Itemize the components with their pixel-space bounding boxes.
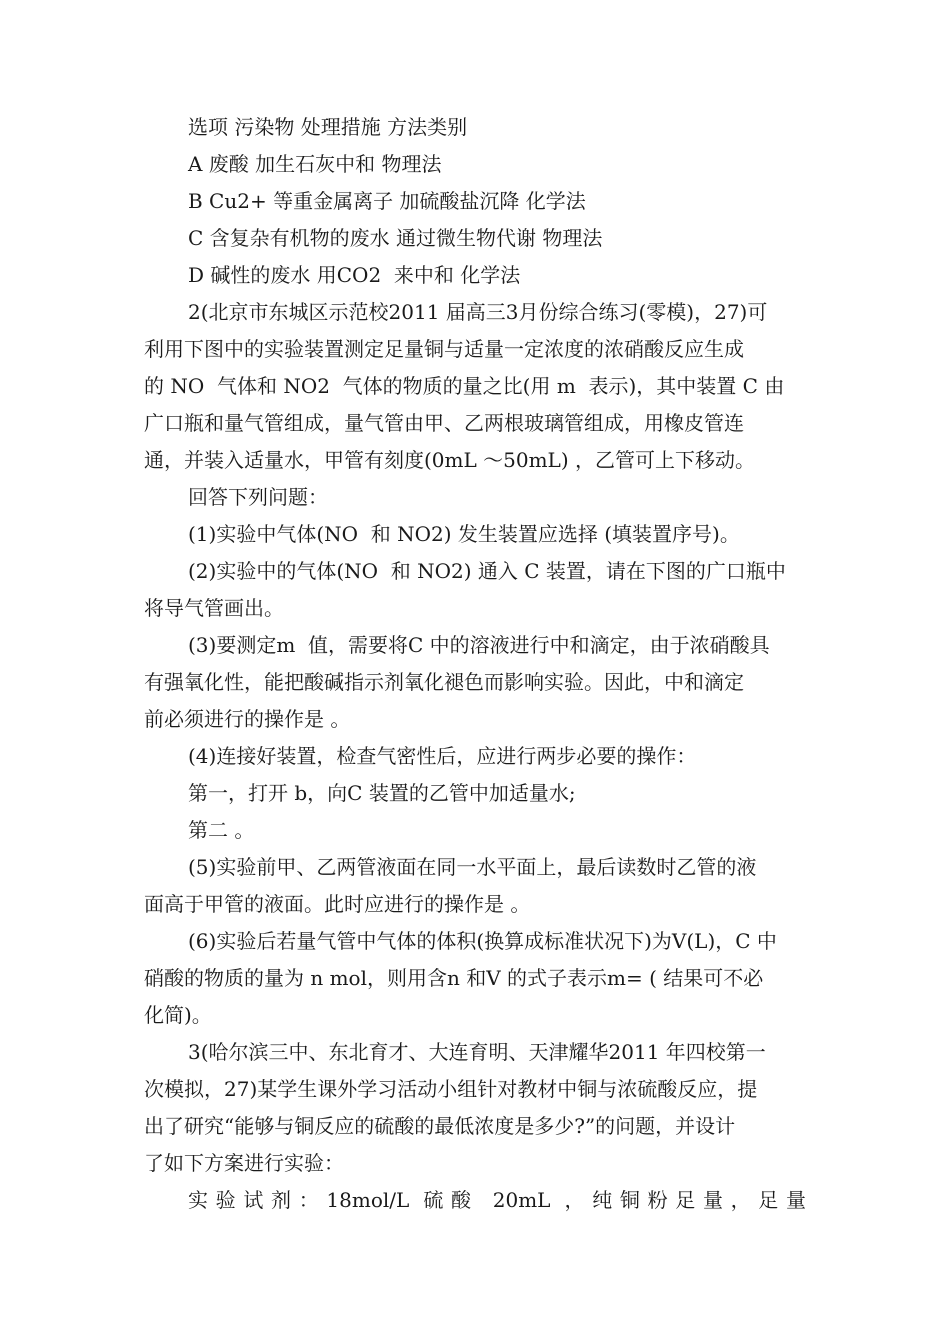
- question-3-line: 出了研究“能够与铜反应的硫酸的最低浓度是多少?”的问题，并设计: [144, 1114, 736, 1138]
- question-2-line: 通，并装入适量水，甲管有刻度(0mL ～50mL) ，乙管可上下移动。: [144, 448, 755, 472]
- question-3-line: 3(哈尔滨三中、东北育才、大连育明、天津耀华2011 年四校第一: [188, 1040, 766, 1064]
- option-d-line: D 碱性的废水 用CO2 来中和 化学法: [188, 263, 521, 287]
- reagents-line: 实验试剂：18mol/L 硫酸 20mL ，纯铜粉足量，足量: [188, 1188, 806, 1212]
- sub-question-4-line: (4)连接好装置，检查气密性后，应进行两步必要的操作：: [188, 744, 697, 768]
- question-2-line: 广口瓶和量气管组成，量气管由甲、乙两根玻璃管组成，用橡皮管连: [144, 411, 744, 435]
- question-3-line: 了如下方案进行实验：: [144, 1151, 344, 1175]
- sub-question-4-line: 第一，打开 b，向C 装置的乙管中加适量水;: [188, 781, 576, 805]
- sub-question-1-line: (1)实验中气体(NO 和 NO2) 发生装置应选择 (填装置序号)。: [188, 522, 740, 546]
- table-header-line: 选项 污染物 处理措施 方法类别: [188, 115, 468, 139]
- sub-question-5-line: (5)实验前甲、乙两管液面在同一水平面上，最后读数时乙管的液: [188, 855, 757, 879]
- sub-question-4-line: 第二 。: [188, 818, 255, 842]
- sub-question-5-line: 面高于甲管的液面。此时应进行的操作是 。: [144, 892, 531, 916]
- sub-question-3-line: 有强氧化性，能把酸碱指示剂氧化褪色而影响实验。因此，中和滴定: [144, 670, 744, 694]
- sub-question-3-line: (3)要测定m 值，需要将C 中的溶液进行中和滴定，由于浓硝酸具: [188, 633, 770, 657]
- question-3-line: 次模拟，27)某学生课外学习活动小组针对教材中铜与浓硫酸反应，提: [144, 1077, 758, 1101]
- question-2-line: 利用下图中的实验装置测定足量铜与适量一定浓度的浓硝酸反应生成: [144, 337, 744, 361]
- sub-question-2-line: 将导气管画出。: [144, 596, 284, 620]
- sub-question-3-line: 前必须进行的操作是 。: [144, 707, 351, 731]
- sub-question-2-line: (2)实验中的气体(NO 和 NO2) 通入 C 装置，请在下图的广口瓶中: [188, 559, 786, 583]
- question-2-line: 的 NO 气体和 NO2 气体的物质的量之比(用 m 表示)，其中装置 C 由: [144, 374, 785, 398]
- option-c-line: C 含复杂有机物的废水 通过微生物代谢 物理法: [188, 226, 603, 250]
- option-a-line: A 废酸 加生石灰中和 物理法: [188, 152, 442, 176]
- sub-question-6-line: (6)实验后若量气管中气体的体积(换算成标准状况下)为V(L)，C 中: [188, 929, 777, 953]
- sub-question-6-line: 化简)。: [144, 1003, 212, 1027]
- option-b-line: B Cu2+ 等重金属离子 加硫酸盐沉降 化学法: [188, 189, 586, 213]
- answer-prompt-line: 回答下列问题：: [188, 485, 328, 509]
- question-2-line: 2(北京市东城区示范校2011 届高三3月份综合练习(零模)，27)可: [188, 300, 768, 324]
- sub-question-6-line: 硝酸的物质的量为 n mol，则用含n 和V 的式子表示m= ( 结果可不必: [144, 966, 764, 990]
